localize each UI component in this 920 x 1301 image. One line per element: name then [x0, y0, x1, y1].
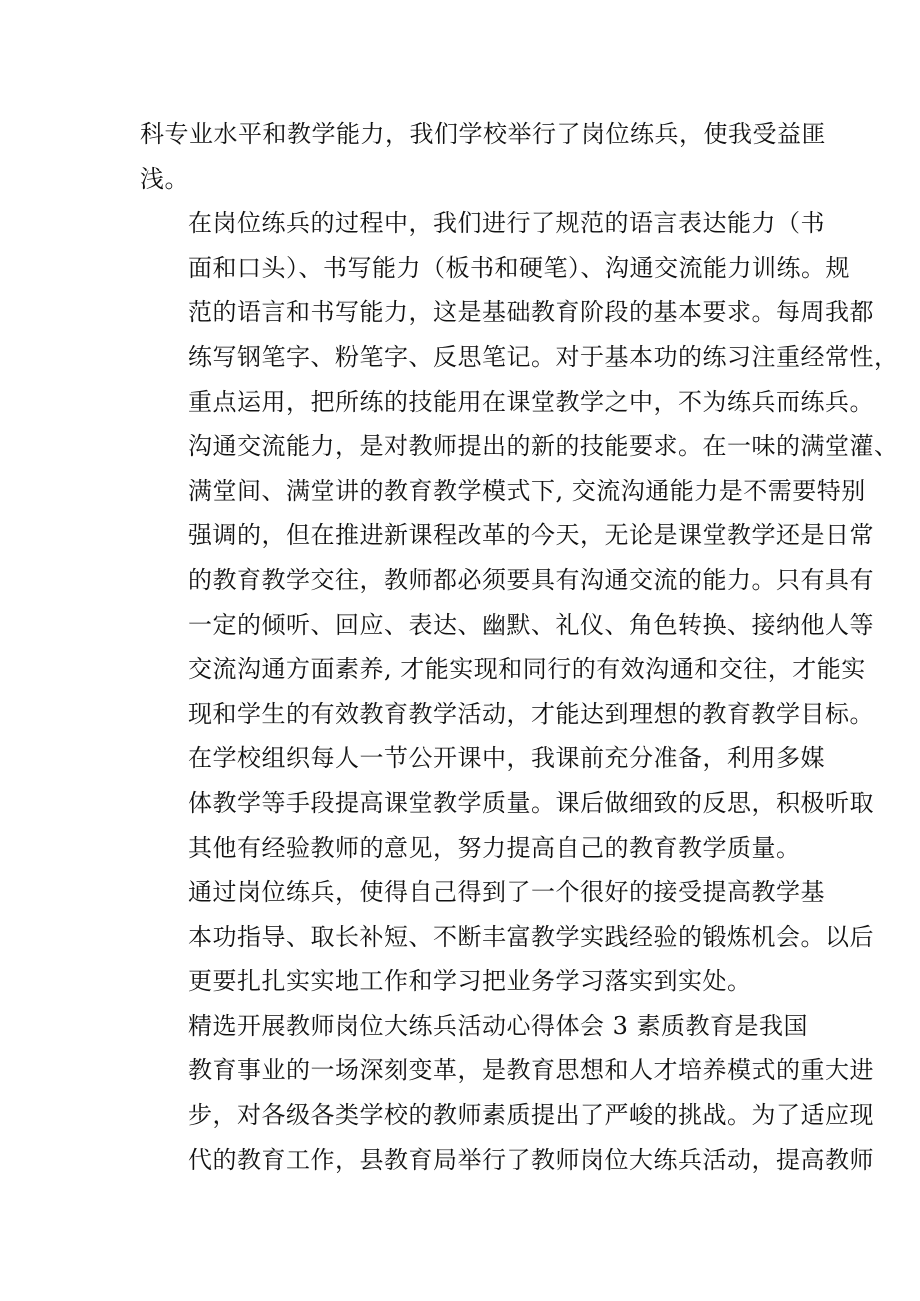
text-line: 精选开展教师岗位大练兵活动心得体会 3 素质教育是我国 [188, 1011, 809, 1040]
text-line: 现和学生的有效教育教学活动，才能达到理想的教育教学目标。 [188, 699, 874, 728]
text-line: 在岗位练兵的过程中，我们进行了规范的语言表达能力（书 [188, 209, 825, 238]
text-line: 交流沟通方面素养, 才能实现和同行的有效沟通和交往，才能实 [188, 655, 866, 684]
text-line: 在学校组织每人一节公开课中，我课前充分准备，利用多媒 [188, 744, 825, 773]
text-line: 其他有经验教师的意见，努力提高自己的教育教学质量。 [188, 833, 801, 862]
text-line: 练写钢笔字、粉笔字、反思笔记。对于基本功的练习注重经常性， [188, 342, 899, 371]
paragraph-4 [140, 870, 874, 1004]
text-line: 的教育教学交往，教师都必须要具有沟通交流的能力。只有具有 [188, 565, 874, 594]
text-line: 教育事业的一场深刻变革，是教育思想和人才培养模式的重大进 [188, 1056, 874, 1085]
text-line: 强调的，但在推进新课程改革的今天，无论是课堂教学还是日常 [188, 521, 874, 550]
text-line: 代的教育工作，县教育局举行了教师岗位大练兵活动，提高教师 [188, 1145, 874, 1174]
text-line: 范的语言和书写能力，这是基础教育阶段的基本要求。每周我都 [188, 298, 874, 327]
paragraph-2 [140, 201, 899, 736]
text-line: 重点运用，把所练的技能用在课堂教学之中，不为练兵而练兵。 [188, 387, 874, 416]
paragraph-5 [140, 1004, 874, 1182]
text-line: 更要扎扎实实地工作和学习把业务学习落实到实处。 [188, 967, 752, 996]
text-line: 通过岗位练兵，使得自己得到了一个很好的接受提高教学基 [188, 878, 825, 907]
paragraph-3 [140, 736, 874, 870]
paragraph-1 [140, 112, 826, 201]
text-line: 浅。 [140, 164, 189, 193]
text-line: 步，对各级各类学校的教师素质提出了严峻的挑战。为了适应现 [188, 1101, 874, 1130]
document-body [140, 112, 899, 1182]
text-line: 面和口头）、书写能力（板书和硬笔）、沟通交流能力训练。规 [188, 253, 850, 282]
text-line: 体教学等手段提高课堂教学质量。课后做细致的反思，积极听取 [188, 788, 874, 817]
text-line: 沟通交流能力，是对教师提出的新的技能要求。在一味的满堂灌、 [188, 432, 899, 461]
text-line: 本功指导、取长补短、不断丰富教学实践经验的锻炼机会。以后 [188, 922, 874, 951]
text-line: 科专业水平和教学能力，我们学校举行了岗位练兵，使我受益匪 [140, 120, 826, 148]
text-line: 满堂间、满堂讲的教育教学模式下, 交流沟通能力是不需要特别 [188, 476, 866, 505]
text-line: 一定的倾听、回应、表达、幽默、礼仪、角色转换、接纳他人等 [188, 610, 874, 639]
